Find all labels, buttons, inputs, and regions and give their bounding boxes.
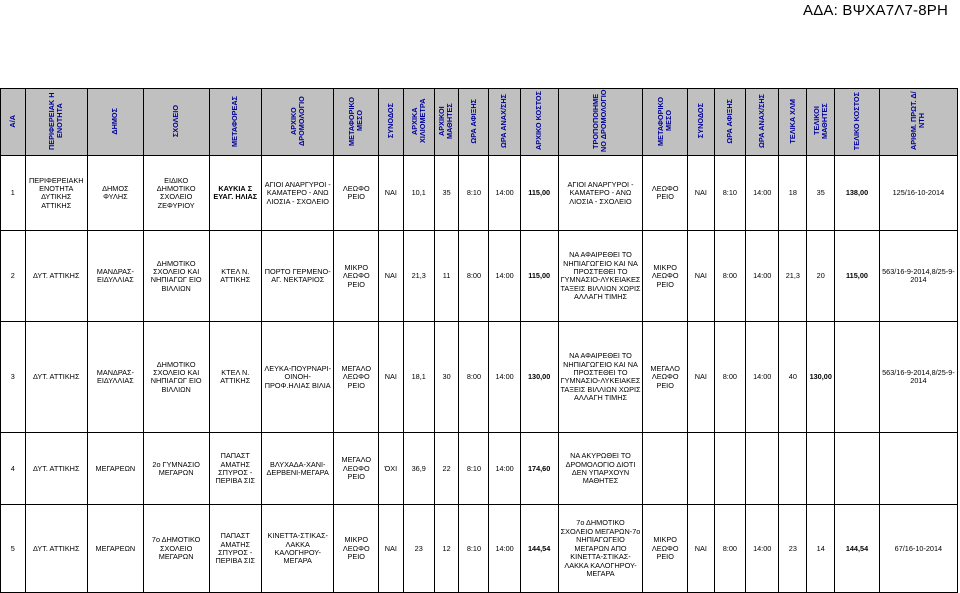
table-cell: ΔΗΜΟΣ ΦΥΛΗΣ (87, 156, 143, 231)
table-cell: 21,3 (403, 231, 434, 322)
table-cell: ΝΑΙ (687, 322, 714, 433)
col-header: ΩΡΑ ΑΦΙΞΗΣ (459, 89, 489, 156)
table-cell: 8:00 (714, 505, 745, 593)
table-cell: ΛΕΩΦΟ ΡΕΙΟ (643, 156, 688, 231)
table-cell (835, 433, 880, 505)
col-header: ΑΡΧΙΚΟ ΚΟΣΤΟΣ (520, 89, 558, 156)
table-cell: 14 (807, 505, 835, 593)
table-cell: ΜΑΝΔΡΑΣ-ΕΙΔΥΛΛΙΑΣ (87, 231, 143, 322)
col-header: ΜΕΤΑΦΟΡΙΚΟ ΜΕΣΟ (643, 89, 688, 156)
col-header: ΑΡΧΙΚΟ ΔΡΟΜΟΛΟΓΙΟ (261, 89, 334, 156)
table-cell (779, 433, 807, 505)
table-cell: 8:10 (459, 433, 489, 505)
table-cell: 8:00 (714, 322, 745, 433)
col-header: ΣΧΟΛΕΙΟ (143, 89, 209, 156)
table-cell (807, 433, 835, 505)
table-cell: ΜΙΚΡΟ ΛΕΩΦΟ ΡΕΙΟ (334, 231, 379, 322)
table-cell: ΔΥΤ. ΑΤΤΙΚΗΣ (25, 231, 87, 322)
header-row (1, 89, 958, 156)
table-cell: 18 (779, 156, 807, 231)
table-cell: 115,00 (835, 231, 880, 322)
table-cell: ΜΙΚΡΟ ΛΕΩΦΟ ΡΕΙΟ (643, 505, 688, 593)
table-cell (835, 322, 880, 433)
table-cell: 138,00 (835, 156, 880, 231)
col-header: ΔΗΜΟΣ (87, 89, 143, 156)
col-header: ΤΕΛΙΚΑ ΧΛΜ (779, 89, 807, 156)
col-header: ΑΡΧΙΚΟΙ ΜΑΘΗΤΕΣ (434, 89, 459, 156)
table-cell: 18,1 (403, 322, 434, 433)
table-cell: 12 (434, 505, 459, 593)
table-cell: 35 (807, 156, 835, 231)
table-cell: ΝΑΙ (379, 231, 404, 322)
table-cell: ΜΕΓΑΡΕΩΝ (87, 505, 143, 593)
table-cell: 30 (434, 322, 459, 433)
table-cell: 20 (807, 231, 835, 322)
table-cell: 130,00 (520, 322, 558, 433)
table-cell: 14:00 (489, 231, 520, 322)
table-row (1, 433, 958, 505)
table-cell: 8:10 (459, 505, 489, 593)
col-header: ΤΕΛΙΚΟΙ ΜΑΘΗΤΕΣ (807, 89, 835, 156)
table-cell: 14:00 (489, 505, 520, 593)
table-cell (745, 433, 778, 505)
table-cell: 115,00 (520, 231, 558, 322)
document-id: ΑΔΑ: ΒΨΧΑ7Λ7-8ΡΗ (803, 2, 948, 19)
table-cell: ΝΑ ΑΚΥΡΩΘΕΙ ΤΟ ΔΡΟΜΟΛΟΓΙΟ ΔΙΟΤΙ ΔΕΝ ΥΠΑΡΧΟΥΝ ΜΑΘΗΤΕΣ (558, 433, 643, 505)
routes-table (0, 88, 958, 593)
table-cell: 35 (434, 156, 459, 231)
table-cell: 174,60 (520, 433, 558, 505)
col-header: ΣΥΝΟΔΟΣ (379, 89, 404, 156)
table-cell: 3 (1, 322, 26, 433)
table-cell: 36,9 (403, 433, 434, 505)
table-cell: 7ο ΔΗΜΟΤΙΚΟ ΣΧΟΛΕΙΟ ΜΕΓΑΡΩΝ-7ο ΝΗΠΙΑΓΩΓΕΙΟ ΜΕΓΑΡΩΝ ΑΠΟ ΚΙΝΕΤΤΑ-ΣΤΙΚΑΣ-ΛΑΚΚΑ ΚΑΛΟΓΗΡΟΥ-ΜΕΓΑΡΑ (558, 505, 643, 593)
table-cell: 10,1 (403, 156, 434, 231)
table-cell: 8:00 (459, 322, 489, 433)
table-cell: ΒΛΥΧΑΔΑ-ΧΑΝΙ-ΔΕΡΒΕΝΙ-ΜΕΓΑΡΑ (261, 433, 334, 505)
table-cell: 2ο ΓΥΜΝΑΣΙΟ ΜΕΓΑΡΩΝ (143, 433, 209, 505)
table-cell: 2 (1, 231, 26, 322)
table-cell: ΜΕΓΑΡΕΩΝ (87, 433, 143, 505)
table-cell: 125/16-10-2014 (879, 156, 957, 231)
table-cell: 14:00 (489, 322, 520, 433)
table-cell: ΠΑΠΑΣΤ ΑΜΑΤΗΣ ΣΠΥΡΟΣ - ΠΕΡΙΒΑ ΣΙΣ (209, 505, 261, 593)
table-cell: ΚΙΝΕΤΤΑ-ΣΤΙΚΑΣ-ΛΑΚΚΑ ΚΑΛΟΓΗΡΟΥ-ΜΕΓΑΡΑ (261, 505, 334, 593)
col-header: ΤΕΛΙΚΟ ΚΟΣΤΟΣ (835, 89, 880, 156)
table-cell: ΔΥΤ. ΑΤΤΙΚΗΣ (25, 433, 87, 505)
table-cell: ΌΧΙ (379, 433, 404, 505)
table-cell: ΜΕΓΑΛΟ ΛΕΩΦΟ ΡΕΙΟ (334, 433, 379, 505)
table-cell: ΜΑΝΔΡΑΣ-ΕΙΔΥΛΛΙΑΣ (87, 322, 143, 433)
table-cell: ΠΑΠΑΣΤ ΑΜΑΤΗΣ ΣΠΥΡΟΣ - ΠΕΡΙΒΑ ΣΙΣ (209, 433, 261, 505)
table-cell: ΜΕΓΑΛΟ ΛΕΩΦΟ ΡΕΙΟ (334, 322, 379, 433)
table-cell: 8:10 (714, 156, 745, 231)
col-header: ΑΡΧΙΚΑ ΧΙΛΙΟΜΕΤΡΑ (403, 89, 434, 156)
table-cell: 8:00 (714, 231, 745, 322)
table-cell: ΔΥΤ. ΑΤΤΙΚΗΣ (25, 322, 87, 433)
table-cell: 14:00 (745, 322, 778, 433)
table-cell (687, 433, 714, 505)
table-cell: 130,00 (807, 322, 835, 433)
table-cell: 1 (1, 156, 26, 231)
table-cell: ΛΕΥΚΑ-ΠΟΥΡΝΑΡΙ-ΟΙΝΟΗ-ΠΡΟΦ.ΗΛΙΑΣ ΒΙΛΙΑ (261, 322, 334, 433)
table-cell (879, 433, 957, 505)
table-row (1, 231, 958, 322)
table-cell: 563/16-9-2014,8/25-9-2014 (879, 231, 957, 322)
table-cell: ΝΑ ΑΦΑΙΡΕΘΕΙ ΤΟ ΝΗΠΙΑΓΩΓΕΙΟ ΚΑΙ ΝΑ ΠΡΟΣΤΕΘΕΙ ΤΟ ΓΥΜΝΑΣΙΟ-ΛΥΚΕΙΑΚΕΣ ΤΑΞΕΙΣ ΒΙΛΛΙΩΝ ΧΩΡΙΣ ΑΛΛΑΓΗ ΤΙΜΗΣ (558, 322, 643, 433)
col-header: ΣΥΝΟΔΟΣ (687, 89, 714, 156)
table-cell: ΑΓΙΟΙ ΑΝΑΡΓΥΡΟΙ - ΚΑΜΑΤΕΡΟ - ΑΝΩ ΛΙΟΣΙΑ - ΣΧΟΛΕΙΟ (261, 156, 334, 231)
table-cell: 8:10 (459, 156, 489, 231)
table-cell: 40 (779, 322, 807, 433)
col-header: ΠΕΡΙΦΕΡΕΙΑΚ Η ΕΝΟΤΗΤΑ (25, 89, 87, 156)
table-cell: ΜΙΚΡΟ ΛΕΩΦΟ ΡΕΙΟ (334, 505, 379, 593)
table-cell: 4 (1, 433, 26, 505)
table-cell: ΔΗΜΟΤΙΚΟ ΣΧΟΛΕΙΟ ΚΑΙ ΝΗΠΙΑΓΩΓ ΕΙΟ ΒΙΛΛΙΩΝ (143, 322, 209, 433)
table-cell: 67/16-10-2014 (879, 505, 957, 593)
table-cell: ΝΑΙ (687, 231, 714, 322)
table-cell: ΝΑΙ (379, 322, 404, 433)
table-cell: ΑΓΙΟΙ ΑΝΑΡΓΥΡΟΙ - ΚΑΜΑΤΕΡΟ - ΑΝΩ ΛΙΟΣΙΑ - ΣΧΟΛΕΙΟ (558, 156, 643, 231)
table-cell: ΝΑΙ (379, 505, 404, 593)
table-cell (643, 433, 688, 505)
table-cell: ΝΑΙ (379, 156, 404, 231)
table-cell: ΚΤΕΛ Ν. ΑΤΤΙΚΗΣ (209, 322, 261, 433)
table-cell: 11 (434, 231, 459, 322)
table-cell: ΚΤΕΛ Ν. ΑΤΤΙΚΗΣ (209, 231, 261, 322)
table-cell: 14:00 (745, 156, 778, 231)
table-row (1, 156, 958, 231)
col-header: ΩΡΑ ΑΦΙΞΗΣ (714, 89, 745, 156)
table-cell: 22 (434, 433, 459, 505)
col-header: ΤΡΟΠΟΠΟΙΗΜΕ ΝΟ ΔΡΟΜΟΛΟΓΙΟ (558, 89, 643, 156)
table-cell: 23 (403, 505, 434, 593)
table-cell: ΠΟΡΤΟ ΓΕΡΜΕΝΟ-ΑΓ. ΝΕΚΤΑΡΙΟΣ (261, 231, 334, 322)
table-cell: 8:00 (459, 231, 489, 322)
table-cell: 21,3 (779, 231, 807, 322)
table-cell: 115,00 (520, 156, 558, 231)
table-cell: 23 (779, 505, 807, 593)
table-cell: 14:00 (489, 433, 520, 505)
table-cell: ΝΑ ΑΦΑΙΡΕΘΕΙ ΤΟ ΝΗΠΙΑΓΩΓΕΙΟ ΚΑΙ ΝΑ ΠΡΟΣΤΕΘΕΙ ΤΟ ΓΥΜΝΑΣΙΟ-ΛΥΚΕΙΑΚΕΣ ΤΑΞΕΙΣ ΒΙΛΛΙΩΝ ΧΩΡΙΣ ΑΛΛΑΓΗ ΤΙΜΗΣ (558, 231, 643, 322)
table-cell: 144,54 (835, 505, 880, 593)
table-cell: ΔΗΜΟΤΙΚΟ ΣΧΟΛΕΙΟ ΚΑΙ ΝΗΠΙΑΓΩΓ ΕΙΟ ΒΙΛΛΙΩΝ (143, 231, 209, 322)
table-cell: ΜΙΚΡΟ ΛΕΩΦΟ ΡΕΙΟ (643, 231, 688, 322)
table-cell: 14:00 (489, 156, 520, 231)
table-cell: ΚΑΥΚΙΑ Σ ΕΥΑΓ. ΗΛΙΑΣ (209, 156, 261, 231)
table-cell: ΝΑΙ (687, 156, 714, 231)
table-cell: ΕΙΔΙΚΟ ΔΗΜΟΤΙΚΟ ΣΧΟΛΕΙΟ ΖΕΦΥΡΙΟΥ (143, 156, 209, 231)
table-cell: ΜΕΓΑΛΟ ΛΕΩΦΟ ΡΕΙΟ (643, 322, 688, 433)
table-row (1, 322, 958, 433)
table-cell: ΛΕΩΦΟ ΡΕΙΟ (334, 156, 379, 231)
table-cell: 563/16-9-2014,8/25-9-2014 (879, 322, 957, 433)
col-header: ΜΕΤΑΦΟΡΙΚΟ ΜΕΣΟ (334, 89, 379, 156)
col-header: Α/Α (1, 89, 26, 156)
table-cell: 14:00 (745, 505, 778, 593)
table-cell: ΝΑΙ (687, 505, 714, 593)
col-header: ΜΕΤΑΦΟΡΕΑΣ (209, 89, 261, 156)
col-header: ΑΡΙΘΜ. ΠΡΩΤ. Δ/ΝΤΗ (879, 89, 957, 156)
table-cell (714, 433, 745, 505)
table-cell: 144,54 (520, 505, 558, 593)
col-header: ΩΡΑ ΑΝΑΧ/ΣΗΣ (745, 89, 778, 156)
table-row (1, 505, 958, 593)
col-header: ΩΡΑ ΑΝΑΧ/ΣΗΣ (489, 89, 520, 156)
table-cell: 14:00 (745, 231, 778, 322)
table-cell: 5 (1, 505, 26, 593)
table-cell: ΠΕΡΙΦΕΡΕΙΑΚΗ ΕΝΟΤΗΤΑ ΔΥΤΙΚΗΣ ΑΤΤΙΚΗΣ (25, 156, 87, 231)
table-cell: 7ο ΔΗΜΟΤΙΚΟ ΣΧΟΛΕΙΟ ΜΕΓΑΡΩΝ (143, 505, 209, 593)
table-cell: ΔΥΤ. ΑΤΤΙΚΗΣ (25, 505, 87, 593)
